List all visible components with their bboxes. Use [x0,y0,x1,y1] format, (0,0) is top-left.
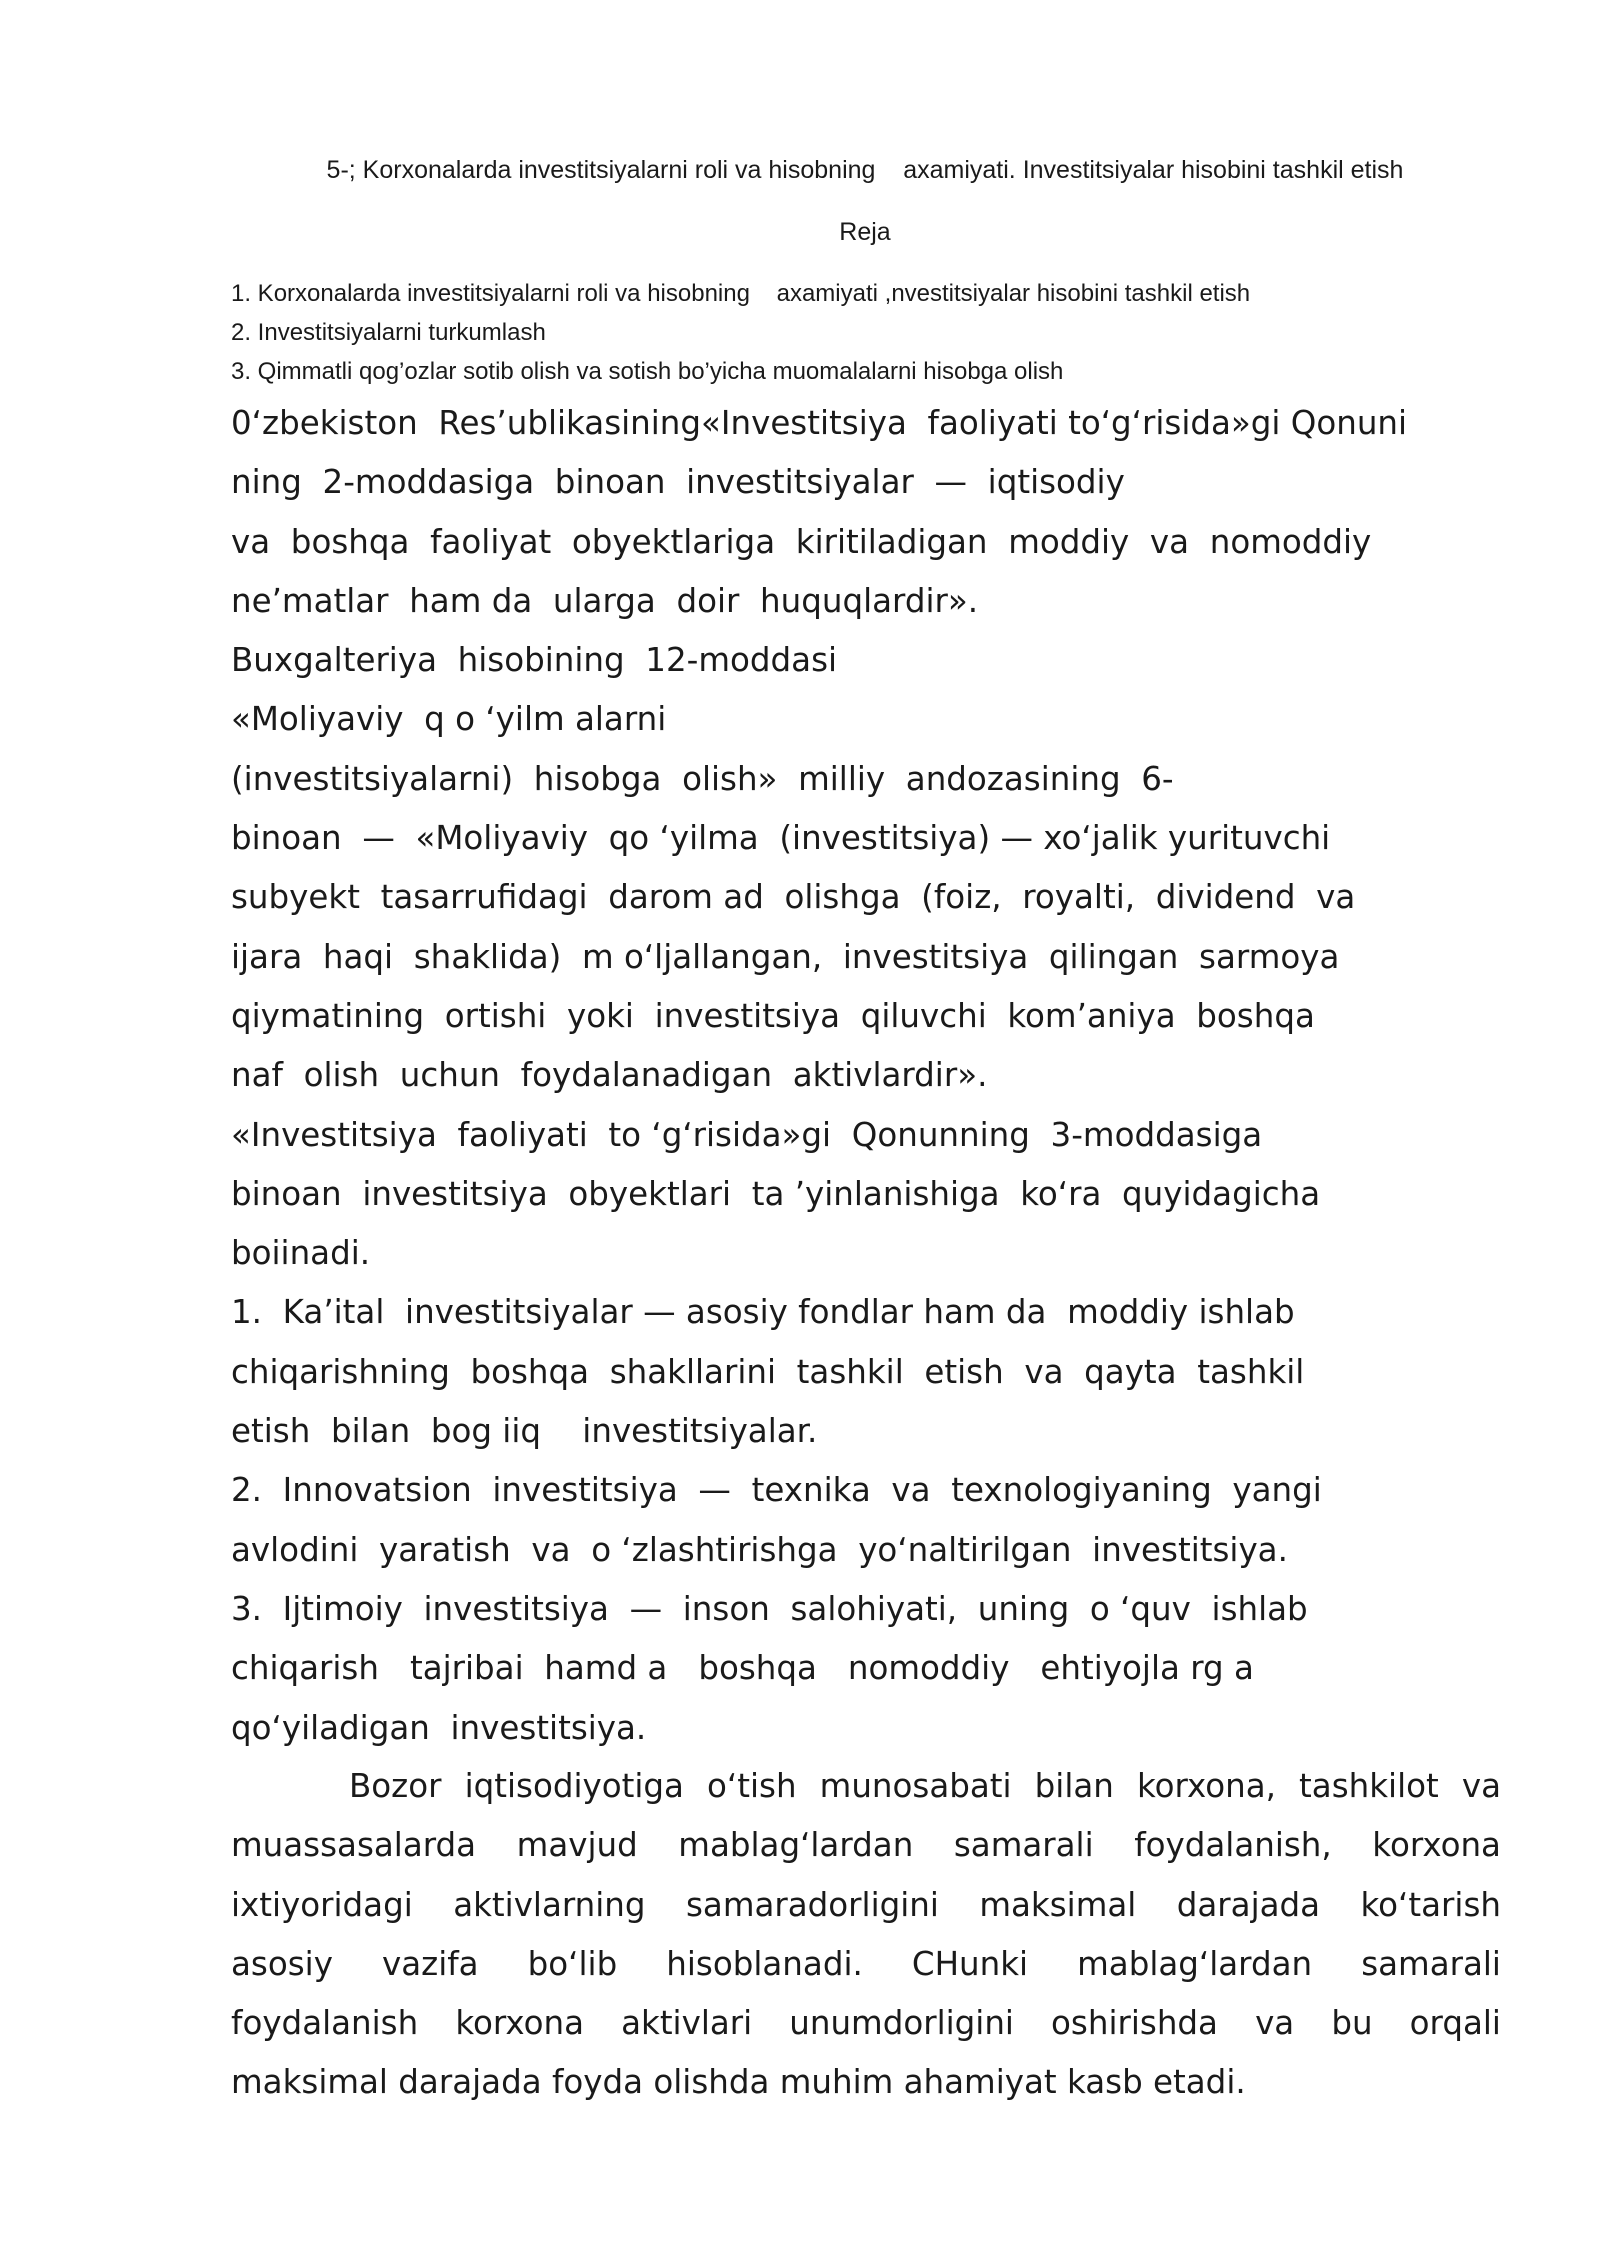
paragraph-word: munosabati [819,1767,1012,1805]
paragraph-word: o‘tish [707,1767,797,1805]
body-line: boiinadi. [231,1234,371,1273]
paragraph-word: bilan [1034,1767,1114,1805]
paragraph-word: darajada [398,2063,552,2102]
paragraph-word: tashkilot [1299,1767,1439,1805]
body-line: «Investitsiya faoliyati to ‘g‘risida»gi Qonunning 3-moddasiga [231,1115,1263,1154]
body-text [231,394,1551,1758]
body-line: avlodini yaratish va o ‘zlashtirishga yo‘naltirilgan investitsiya. [231,1530,1288,1569]
body-line: va boshqa faoliyat obyektlariga kiritiladigan moddiy va nomoddiy [231,522,1372,561]
body-line: 2. Innovatsion investitsiya — texnika va texnologiyaning yangi [231,1471,1322,1510]
paragraph-word: muhim [779,2063,904,2102]
body-line: ijara haqi shaklida) m o‘ljallangan, investitsiya qilingan sarmoya [231,937,1340,976]
paragraph-word: olishda [653,2063,780,2102]
body-line: Buxgalteriya hisobining 12-moddasi [231,641,838,680]
plan-heading: Reja [839,218,891,246]
body-line: (investitsiyalarni) hisobga olish» milliy andozasining 6- [231,759,1174,798]
paragraph-word: foydalanish, [1134,1826,1332,1865]
paragraph-word: hisoblanadi. [666,1944,863,1983]
paragraph-word: foydalanish [231,2004,419,2043]
paragraph-word: korxona [1372,1826,1501,1865]
body-line: ning 2-moddasiga binoan investitsiyalar — iqtisodiy [231,463,1125,502]
paragraph-line [231,1935,1501,1994]
body-line: qiymatining ortishi yoki investitsiya qiluvchi kom’aniya boshqa [231,996,1315,1035]
plan-list [231,274,1531,391]
paragraph-line [231,1816,1501,1875]
body-line: «Moliyaviy q o ‘yilm alarni [231,700,667,739]
closing-paragraph [231,1757,1501,2113]
body-line: chiqarish tajribai hamd a boshqa nomoddiy ehtiyojla rg a [231,1649,1254,1688]
body-line: ne’matlar ham da ularga doir huquqlardir». [231,581,979,620]
paragraph-word: samarali [953,1826,1094,1865]
paragraph-word: oshirishda [1051,2004,1218,2043]
paragraph-word: foyda [551,2063,654,2102]
plan-item: 1. Korxonalarda investitsiyalarni roli va hisobning axamiyati ,nvestitsiyalar hisobini tashkil etish [231,280,1251,307]
body-line: chiqarishning boshqa shakllarini tashkil etish va qayta tashkil [231,1352,1305,1391]
paragraph-word: korxona, [1136,1767,1276,1805]
paragraph-word: ahamiyat [903,2063,1067,2102]
paragraph-word: maksimal [979,1885,1137,1924]
paragraph-word: aktivlarning [453,1885,646,1924]
paragraph-word: ko‘tarish [1360,1885,1501,1924]
body-line: subyekt tasarrufidagi darom ad olishga (foiz, royalti, dividend va [231,878,1356,917]
paragraph-word: korxona [455,2004,584,2043]
document-title: 5-; Korxonalarda investitsiyalarni roli va hisobning axamiyati. Investitsiyalar hisobini tashkil etish [326,156,1404,184]
paragraph-line [231,1994,1501,2053]
body-line: 3. Ijtimoiy investitsiya — inson salohiyati, uning o ‘quv ishlab [231,1589,1308,1628]
plan-item: 3. Qimmatli qog’ozlar sotib olish va sotish bo’yicha muomalalarni hisobga olish [231,358,1064,385]
paragraph-word: darajada [1176,1885,1321,1924]
paragraph-word: vazifa [382,1944,479,1983]
paragraph-word: bu [1331,2004,1373,2043]
body-line: qo‘yiladigan investitsiya. [231,1708,647,1747]
plan-item: 2. Investitsiyalarni turkumlash [231,319,546,346]
body-line: etish bilan bog iiq investitsiyalar. [231,1412,818,1451]
body-line: binoan — «Moliyaviy qo ‘yilma (investitsiya) — xo‘jalik yurituvchi [231,819,1331,858]
paragraph-word: asosiy [231,1944,333,1983]
paragraph-word: mablag‘lardan [1077,1944,1313,1983]
paragraph-word: samarali [1361,1944,1501,1983]
body-line: 0‘zbekiston Res’ublikasining«Investitsiya faoliyati to‘g‘risida»gi Qonuni [231,404,1408,442]
paragraph-word: ixtiyoridagi [231,1885,413,1924]
paragraph-word: bo‘lib [527,1944,618,1983]
paragraph-word: Bozor [349,1767,442,1805]
paragraph-line [231,1876,1501,1935]
paragraph-line [231,2053,1501,2112]
paragraph-word: samaradorligini [685,1885,939,1924]
paragraph-word: etadi. [1153,2063,1246,2102]
body-line: 1. Ka’ital investitsiyalar — asosiy fondlar ham da moddiy ishlab [231,1293,1295,1332]
paragraph-line [231,1757,1501,1816]
paragraph-word: aktivlari [621,2004,753,2043]
body-line: binoan investitsiya obyektlari ta ’yinlanishiga ko‘ra quyidagicha [231,1174,1321,1213]
paragraph-word: unumdorligini [789,2004,1014,2043]
paragraph-word: iqtisodiyotiga [464,1767,684,1805]
paragraph-word: kasb [1066,2063,1154,2102]
paragraph-word: orqali [1409,2004,1501,2043]
paragraph-word: mavjud [516,1826,638,1865]
paragraph-word: mablag‘lardan [678,1826,914,1865]
paragraph-word: muassasalarda [231,1826,477,1865]
paragraph-word: maksimal [231,2063,399,2102]
paragraph-word: va [1255,2004,1295,2043]
paragraph-word: va [1461,1767,1501,1805]
body-line: naf olish uchun foydalanadigan aktivlardir». [231,1056,988,1095]
paragraph-word: CHunki [911,1944,1029,1983]
